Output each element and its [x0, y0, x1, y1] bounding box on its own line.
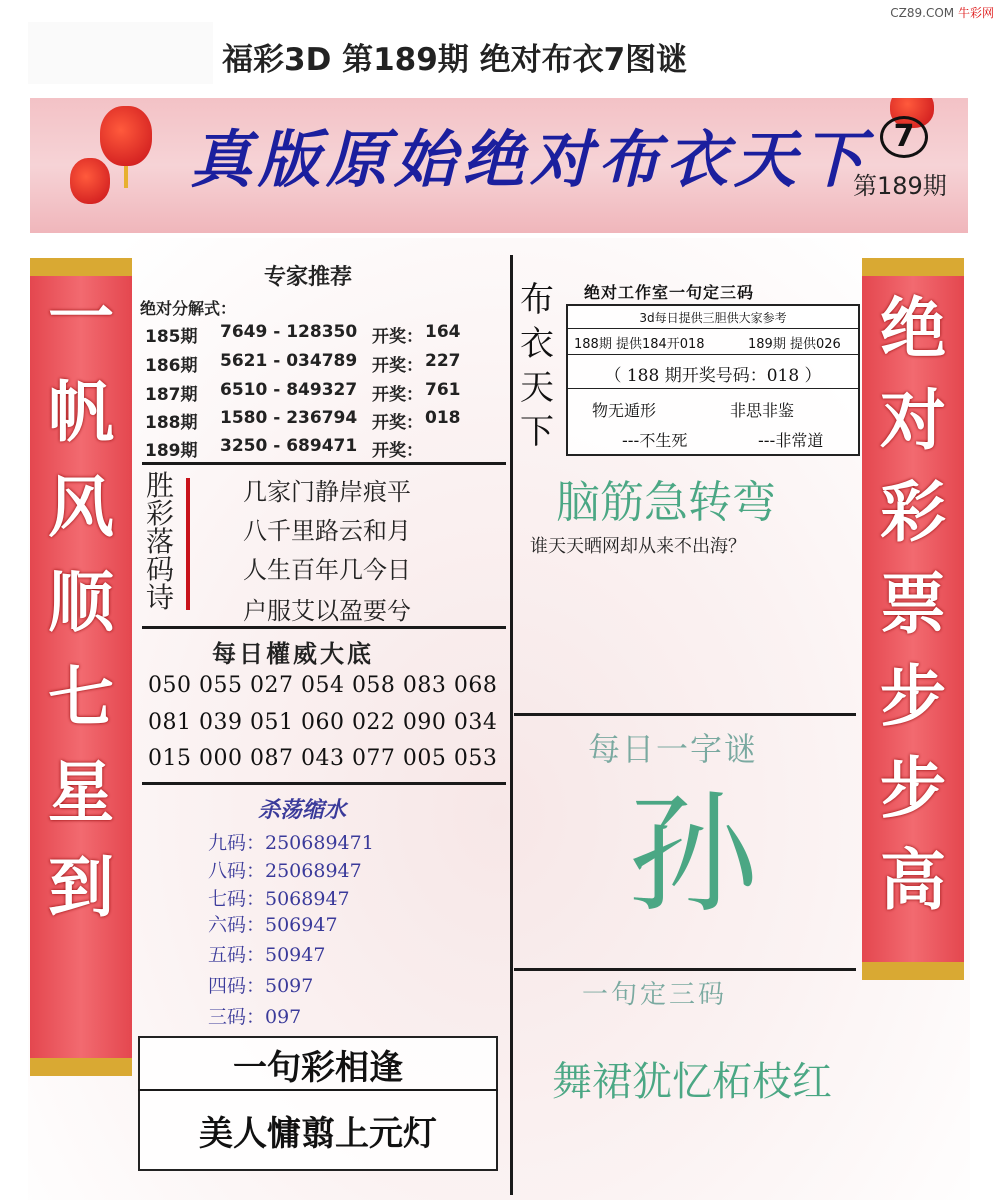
- kill-line: 三码：097: [208, 1006, 302, 1028]
- couplet-char: 星: [48, 753, 114, 831]
- right-couplet-cap: [862, 258, 964, 276]
- kill-line: 九码：250689471: [208, 832, 374, 854]
- buyi-draw-line: （ 188 期开奖号码：018 ）: [604, 366, 822, 386]
- char-riddle-title: 每日一字谜: [588, 730, 759, 768]
- buyi-vertical-title: [520, 278, 560, 454]
- expert-row: [145, 322, 505, 346]
- couplet-char: 绝: [880, 289, 946, 367]
- expert-row: [145, 436, 505, 460]
- kill-title: 杀荡缩水: [258, 797, 347, 823]
- right-couplet-text: [862, 282, 964, 926]
- poem-label-char: 诗: [146, 581, 175, 614]
- buyi-info-left: 188期 提供184开018: [574, 337, 705, 352]
- poem-line: 八千里路云和月: [243, 517, 411, 545]
- daily-base-line: 081 039 051 060 022 090 034: [148, 710, 498, 735]
- poem-label-char: 落: [146, 525, 175, 558]
- couplet-char: 一: [48, 278, 114, 356]
- divider: [566, 328, 860, 329]
- expert-row-draw-label: 开奖：: [372, 385, 423, 405]
- banner-issue: 第189期: [853, 172, 947, 200]
- lantern-icon: [70, 158, 110, 204]
- expert-row-code: 5621 - 034789: [220, 351, 358, 371]
- poem-label-char: 码: [146, 553, 175, 586]
- buyi-box-sub: 3d每日提供三胆供大家参考: [639, 311, 787, 325]
- buyi-phrase: ---不生死: [622, 431, 688, 450]
- expert-row-code: 1580 - 236794: [220, 408, 358, 428]
- site-tag-red: 牛彩网: [957, 6, 994, 20]
- expert-row-draw-label: 开奖：: [372, 356, 423, 376]
- lantern-icon: [100, 106, 152, 166]
- expert-row-issue: 186期: [145, 356, 198, 376]
- daily-base-title: 每日權威大底: [212, 640, 374, 668]
- expert-row-draw: 018: [425, 408, 461, 428]
- kill-line: 六码：506947: [208, 914, 338, 936]
- couplet-char: 彩: [880, 473, 946, 551]
- buyi-char: 衣: [520, 324, 554, 364]
- couplet-char: 顺: [48, 563, 114, 641]
- left-couplet-base: [30, 1058, 132, 1076]
- divider: [566, 388, 860, 389]
- poem-label: [146, 469, 186, 614]
- couplet-char: 到: [48, 848, 114, 926]
- riddle-title: 脑筋急转弯: [556, 477, 776, 528]
- couplet-char: 步: [880, 749, 946, 827]
- expert-title: 专家推荐: [264, 265, 353, 290]
- buyi-char: 天: [520, 368, 554, 408]
- expert-row-issue: 185期: [145, 327, 198, 347]
- buyi-char: 布: [520, 280, 554, 320]
- poem-line: 户服艾以盈要兮: [243, 597, 411, 625]
- riddle-question: 谁天天晒网却从来不出海？: [530, 536, 746, 557]
- kill-line: 五码：50947: [208, 944, 326, 966]
- couplet-char: 票: [880, 565, 946, 643]
- left-couplet-text: [30, 270, 132, 935]
- buyi-box-title: 绝对工作室一句定三码: [584, 283, 755, 302]
- poem-line: 几家门静岸痕平: [243, 478, 411, 506]
- expert-row-draw: 164: [425, 322, 461, 342]
- expert-row: [145, 408, 505, 432]
- kill-line: 七码：5068947: [208, 888, 350, 910]
- divider: [138, 1089, 498, 1091]
- page-title: 福彩3D 第189期 绝对布衣7图谜: [222, 42, 688, 78]
- expert-subtitle: 绝对分解式：: [140, 299, 237, 318]
- watermark-box: [28, 22, 213, 84]
- banner-title: 真版原始绝对布衣天下: [190, 123, 871, 196]
- divider: [142, 782, 506, 785]
- expert-row-issue: 188期: [145, 413, 198, 433]
- buyi-char: 下: [520, 412, 554, 452]
- buyi-phrase: 非思非鉴: [730, 401, 795, 420]
- three-code-title: 一句定三码: [582, 980, 728, 1010]
- expert-row: [145, 351, 505, 375]
- couplet-char: 对: [880, 381, 946, 459]
- divider: [142, 462, 506, 465]
- right-couplet-base: [862, 962, 964, 980]
- daily-base-line: 050 055 027 054 058 083 068: [148, 673, 498, 698]
- expert-row-draw-label: 开奖：: [372, 327, 423, 347]
- daily-base-line: 015 000 087 043 077 005 053: [148, 746, 498, 771]
- expert-row-draw-label: 开奖：: [372, 413, 423, 433]
- buyi-phrase: 物无遁形: [592, 401, 657, 420]
- poem-label-char: 彩: [146, 497, 175, 530]
- site-tag[interactable]: [890, 4, 994, 21]
- bottom-left-title: 一句彩相逢: [233, 1048, 403, 1088]
- buyi-info-right: 189期 提供026: [748, 337, 841, 352]
- buyi-phrase: ---非常道: [758, 431, 824, 450]
- char-riddle-char: 孙: [628, 779, 759, 931]
- issue-circle-badge: 7: [880, 116, 928, 158]
- expert-row-code: 7649 - 128350: [220, 322, 358, 342]
- divider: [142, 626, 506, 629]
- expert-row: [145, 380, 505, 404]
- poem-line: 人生百年几今日: [243, 556, 411, 584]
- bottom-left-phrase: 美人慵翦上元灯: [199, 1114, 437, 1154]
- expert-row-code: 6510 - 849327: [220, 380, 358, 400]
- lantern-tassel-icon: [124, 166, 128, 188]
- couplet-char: 步: [880, 657, 946, 735]
- divider: [566, 354, 860, 355]
- three-code-phrase: 舞裙犹忆柘枝红: [552, 1059, 832, 1105]
- center-divider: [510, 255, 513, 1195]
- kill-line: 四码：5097: [208, 975, 314, 997]
- site-tag-main: CZ89.COM: [890, 6, 955, 20]
- couplet-char: 七: [48, 658, 114, 736]
- expert-row-issue: 187期: [145, 385, 198, 405]
- couplet-char: 风: [48, 468, 114, 546]
- couplet-char: 高: [880, 841, 946, 919]
- expert-row-draw: 227: [425, 351, 461, 371]
- expert-row-code: 3250 - 689471: [220, 436, 358, 456]
- poem-accent-bar: [186, 478, 190, 610]
- expert-row-draw-label: 开奖：: [372, 441, 423, 461]
- couplet-char: 帆: [48, 373, 114, 451]
- poem-label-char: 胜: [146, 469, 175, 502]
- expert-row-draw: 761: [425, 380, 461, 400]
- divider: [514, 713, 856, 716]
- kill-line: 八码：25068947: [208, 860, 362, 882]
- divider: [514, 968, 856, 971]
- expert-row-issue: 189期: [145, 441, 198, 461]
